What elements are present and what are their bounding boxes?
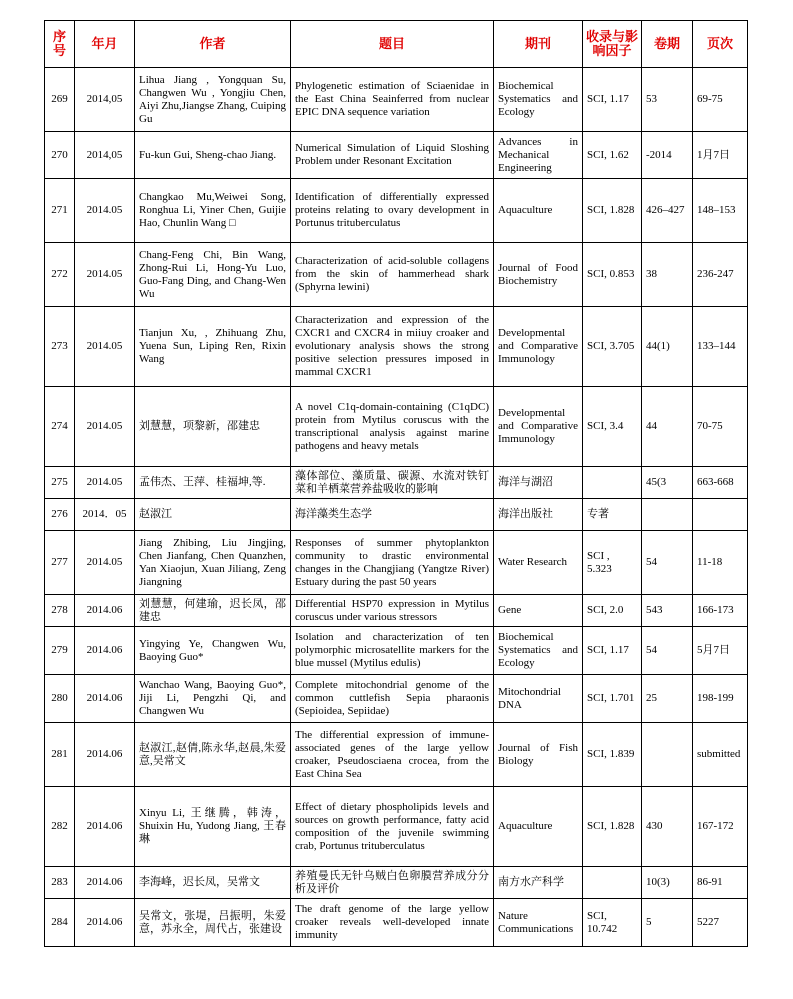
cell-date: 2014.05 xyxy=(75,307,135,387)
cell-index: SCI, 10.742 xyxy=(583,899,642,947)
cell-title: Differential HSP70 expression in Mytilus coruscus under various stressors xyxy=(291,595,494,627)
cell-index: 专著 xyxy=(583,499,642,531)
cell-pages xyxy=(693,499,748,531)
cell-authors: Lihua Jiang , Yongquan Su, Changwen Wu , Yongjiu Chen, Aiyi Zhu,Jiangse Zhang, Cuiping Gu xyxy=(135,68,291,132)
table-row xyxy=(45,627,748,675)
cell-authors: Tianjun Xu, , Zhihuang Zhu, Yuena Sun, Liping Ren, Rixin Wang xyxy=(135,307,291,387)
cell-date: 2014.06 xyxy=(75,723,135,787)
cell-index: SCI, 3.705 xyxy=(583,307,642,387)
cell-volume: 54 xyxy=(642,627,693,675)
cell-pages: 198-199 xyxy=(693,675,748,723)
cell-authors: 李海峰，迟长凤，吴常文 xyxy=(135,867,291,899)
cell-index: SCI, 1.17 xyxy=(583,627,642,675)
cell-index: SCI, 1.828 xyxy=(583,787,642,867)
cell-journal: Developmental and Comparative Immunology xyxy=(494,307,583,387)
cell-volume: 426–427 xyxy=(642,179,693,243)
table-row xyxy=(45,675,748,723)
cell-no: 274 xyxy=(45,387,75,467)
cell-authors: Yingying Ye, Changwen Wu, Baoying Guo* xyxy=(135,627,291,675)
cell-authors: 刘慧慧，项黎新，邵建忠 xyxy=(135,387,291,467)
header-volume: 卷期 xyxy=(642,21,693,68)
header-date: 年月 xyxy=(75,21,135,68)
cell-authors: Xinyu Li, 王继腾，韩涛，Shuixin Hu, Yudong Jiang, 王春琳 xyxy=(135,787,291,867)
cell-pages: 86-91 xyxy=(693,867,748,899)
cell-volume: 5 xyxy=(642,899,693,947)
cell-pages: 5227 xyxy=(693,899,748,947)
header-title: 题目 xyxy=(291,21,494,68)
cell-volume: 38 xyxy=(642,243,693,307)
cell-journal: Advances in Mechanical Engineering xyxy=(494,132,583,179)
cell-authors: Chang-Feng Chi, Bin Wang, Zhong-Rui Li, Hong-Yu Luo, Guo-Fang Ding, and Chang-Wen Wu xyxy=(135,243,291,307)
header-pages: 页次 xyxy=(693,21,748,68)
cell-date: 2014.06 xyxy=(75,787,135,867)
cell-pages: 167-172 xyxy=(693,787,748,867)
cell-index: SCI, 2.0 xyxy=(583,595,642,627)
cell-no: 269 xyxy=(45,68,75,132)
cell-title: Complete mitochondrial genome of the common cuttlefish Sepia pharaonis (Sepioidea, Sepiidae) xyxy=(291,675,494,723)
table-row xyxy=(45,179,748,243)
cell-journal: Water Research xyxy=(494,531,583,595)
cell-title: Characterization and expression of the CXCR1 and CXCR4 in miiuy croaker and evolutionary analysis shows the strong positive selection pressures imposed in mammal CXCR1 xyxy=(291,307,494,387)
cell-date: 2014.06 xyxy=(75,595,135,627)
cell-no: 277 xyxy=(45,531,75,595)
cell-volume: 44 xyxy=(642,387,693,467)
cell-journal: Biochemical Systematics and Ecology xyxy=(494,68,583,132)
cell-no: 276 xyxy=(45,499,75,531)
cell-index xyxy=(583,867,642,899)
cell-volume: 10(3) xyxy=(642,867,693,899)
cell-no: 271 xyxy=(45,179,75,243)
cell-pages: submitted xyxy=(693,723,748,787)
cell-pages: 166-173 xyxy=(693,595,748,627)
cell-authors: 赵淑江,赵倩,陈永华,赵晨,朱爱意,吴常文 xyxy=(135,723,291,787)
cell-date: 2014,05 xyxy=(75,68,135,132)
cell-volume: 25 xyxy=(642,675,693,723)
cell-date: 2014.05 xyxy=(75,179,135,243)
cell-journal: 海洋与湖沼 xyxy=(494,467,583,499)
table-row xyxy=(45,307,748,387)
cell-index: SCI, 1.839 xyxy=(583,723,642,787)
cell-authors: Fu-kun Gui, Sheng-chao Jiang. xyxy=(135,132,291,179)
cell-authors: 赵淑江 xyxy=(135,499,291,531)
cell-title: Numerical Simulation of Liquid Sloshing Problem under Resonant Excitation xyxy=(291,132,494,179)
cell-title: Responses of summer phytoplankton community to drastic environmental changes in the Changjiang (Yangtze River) Estuary during the past 50 years xyxy=(291,531,494,595)
cell-volume: 54 xyxy=(642,531,693,595)
cell-pages: 663-668 xyxy=(693,467,748,499)
cell-date: 2014.05 xyxy=(75,531,135,595)
table-row xyxy=(45,243,748,307)
cell-title: 藻体部位、藻质量、碳源、水流对铁钉菜和羊栖菜营养盐吸收的影响 xyxy=(291,467,494,499)
cell-title: Characterization of acid-soluble collagens from the skin of hammerhead shark (Sphyrna lewini) xyxy=(291,243,494,307)
cell-authors: 吴常文，张堤，吕振明，朱爱意，苏永全，周代占，张建设 xyxy=(135,899,291,947)
cell-date: 2014．05 xyxy=(75,499,135,531)
cell-date: 2014.06 xyxy=(75,627,135,675)
cell-date: 2014,05 xyxy=(75,132,135,179)
publication-table xyxy=(44,20,748,947)
cell-journal: 南方水产科学 xyxy=(494,867,583,899)
cell-volume: 45(3 xyxy=(642,467,693,499)
cell-index: SCI, 0.853 xyxy=(583,243,642,307)
table-row xyxy=(45,531,748,595)
cell-volume: 53 xyxy=(642,68,693,132)
cell-pages: 11-18 xyxy=(693,531,748,595)
header-journal: 期刊 xyxy=(494,21,583,68)
cell-no: 273 xyxy=(45,307,75,387)
cell-no: 283 xyxy=(45,867,75,899)
header-row xyxy=(45,21,748,68)
cell-date: 2014.05 xyxy=(75,387,135,467)
cell-no: 281 xyxy=(45,723,75,787)
cell-journal: Biochemical Systematics and Ecology xyxy=(494,627,583,675)
cell-index: SCI, 1.62 xyxy=(583,132,642,179)
cell-date: 2014.05 xyxy=(75,243,135,307)
cell-journal: Aquaculture xyxy=(494,179,583,243)
cell-journal: Journal of Fish Biology xyxy=(494,723,583,787)
table-row xyxy=(45,787,748,867)
table-row xyxy=(45,595,748,627)
cell-journal: Mitochondrial DNA xyxy=(494,675,583,723)
cell-volume: 44(1) xyxy=(642,307,693,387)
cell-volume: -2014 xyxy=(642,132,693,179)
cell-pages: 69-75 xyxy=(693,68,748,132)
table-row xyxy=(45,867,748,899)
cell-volume: 430 xyxy=(642,787,693,867)
cell-index: SCI, 1.701 xyxy=(583,675,642,723)
cell-pages: 5月7日 xyxy=(693,627,748,675)
cell-pages: 1月7日 xyxy=(693,132,748,179)
cell-pages: 148–153 xyxy=(693,179,748,243)
cell-journal: Aquaculture xyxy=(494,787,583,867)
table-row xyxy=(45,899,748,947)
cell-index xyxy=(583,467,642,499)
cell-index: SCI , 5.323 xyxy=(583,531,642,595)
table-row xyxy=(45,132,748,179)
cell-volume xyxy=(642,723,693,787)
cell-no: 279 xyxy=(45,627,75,675)
cell-journal: Nature Communications xyxy=(494,899,583,947)
table-row xyxy=(45,68,748,132)
cell-no: 282 xyxy=(45,787,75,867)
cell-journal: Journal of Food Biochemistry xyxy=(494,243,583,307)
header-authors: 作者 xyxy=(135,21,291,68)
cell-authors: Changkao Mu,Weiwei Song, Ronghua Li, Yiner Chen, Guijie Hao, Chunlin Wang □ xyxy=(135,179,291,243)
cell-title: Isolation and characterization of ten polymorphic microsatellite markers for the blue mussel (Mytilus edulis) xyxy=(291,627,494,675)
table-row xyxy=(45,387,748,467)
cell-date: 2014.06 xyxy=(75,867,135,899)
cell-pages: 133–144 xyxy=(693,307,748,387)
cell-authors: Wanchao Wang, Baoying Guo*, Jiji Li, Pengzhi Qi, and Changwen Wu xyxy=(135,675,291,723)
cell-no: 270 xyxy=(45,132,75,179)
cell-pages: 236-247 xyxy=(693,243,748,307)
cell-no: 280 xyxy=(45,675,75,723)
cell-title: Effect of dietary phospholipids levels and sources on growth performance, fatty acid composition of the juvenile swimming crab, Portunus trituberculatus xyxy=(291,787,494,867)
table-body xyxy=(45,68,748,947)
cell-no: 278 xyxy=(45,595,75,627)
cell-title: The differential expression of immune-associated genes of the large yellow croaker, Pseudosciaena crocea, from the East China Sea xyxy=(291,723,494,787)
table-row xyxy=(45,499,748,531)
header-no: 序号 xyxy=(45,21,75,68)
cell-title: The draft genome of the large yellow croaker reveals well-developed innate immunity xyxy=(291,899,494,947)
cell-volume xyxy=(642,499,693,531)
table-row xyxy=(45,467,748,499)
cell-title: A novel C1q-domain-containing (C1qDC) protein from Mytilus coruscus with the transcriptional analysis against marine pathogens and heavy metals xyxy=(291,387,494,467)
header-index: 收录与影响因子 xyxy=(583,21,642,68)
cell-authors: 刘慧慧，何建瑜，迟长凤，邵建忠 xyxy=(135,595,291,627)
cell-index: SCI, 1.828 xyxy=(583,179,642,243)
cell-title: 养殖曼氏无针乌贼白色卵膜营养成分分析及评价 xyxy=(291,867,494,899)
cell-authors: 孟伟杰、王萍、桂福坤,等. xyxy=(135,467,291,499)
cell-pages: 70-75 xyxy=(693,387,748,467)
cell-date: 2014.05 xyxy=(75,467,135,499)
cell-no: 284 xyxy=(45,899,75,947)
cell-journal: Gene xyxy=(494,595,583,627)
cell-no: 275 xyxy=(45,467,75,499)
cell-index: SCI, 1.17 xyxy=(583,68,642,132)
cell-journal: Developmental and Comparative Immunology xyxy=(494,387,583,467)
cell-title: Identification of differentially expressed proteins relating to ovary development in Portunus trituberculatus xyxy=(291,179,494,243)
cell-volume: 543 xyxy=(642,595,693,627)
cell-journal: 海洋出版社 xyxy=(494,499,583,531)
cell-authors: Jiang Zhibing, Liu Jingjing, Chen Jianfang, Chen Quanzhen, Yan Xiaojun, Xuan Jiliang, Zeng Jiangning xyxy=(135,531,291,595)
cell-index: SCI, 3.4 xyxy=(583,387,642,467)
cell-title: 海洋藻类生态学 xyxy=(291,499,494,531)
cell-title: Phylogenetic estimation of Sciaenidae in the East China Seainferred from nuclear EPIC DNA sequence variation xyxy=(291,68,494,132)
table-row xyxy=(45,723,748,787)
cell-date: 2014.06 xyxy=(75,675,135,723)
cell-date: 2014.06 xyxy=(75,899,135,947)
cell-no: 272 xyxy=(45,243,75,307)
